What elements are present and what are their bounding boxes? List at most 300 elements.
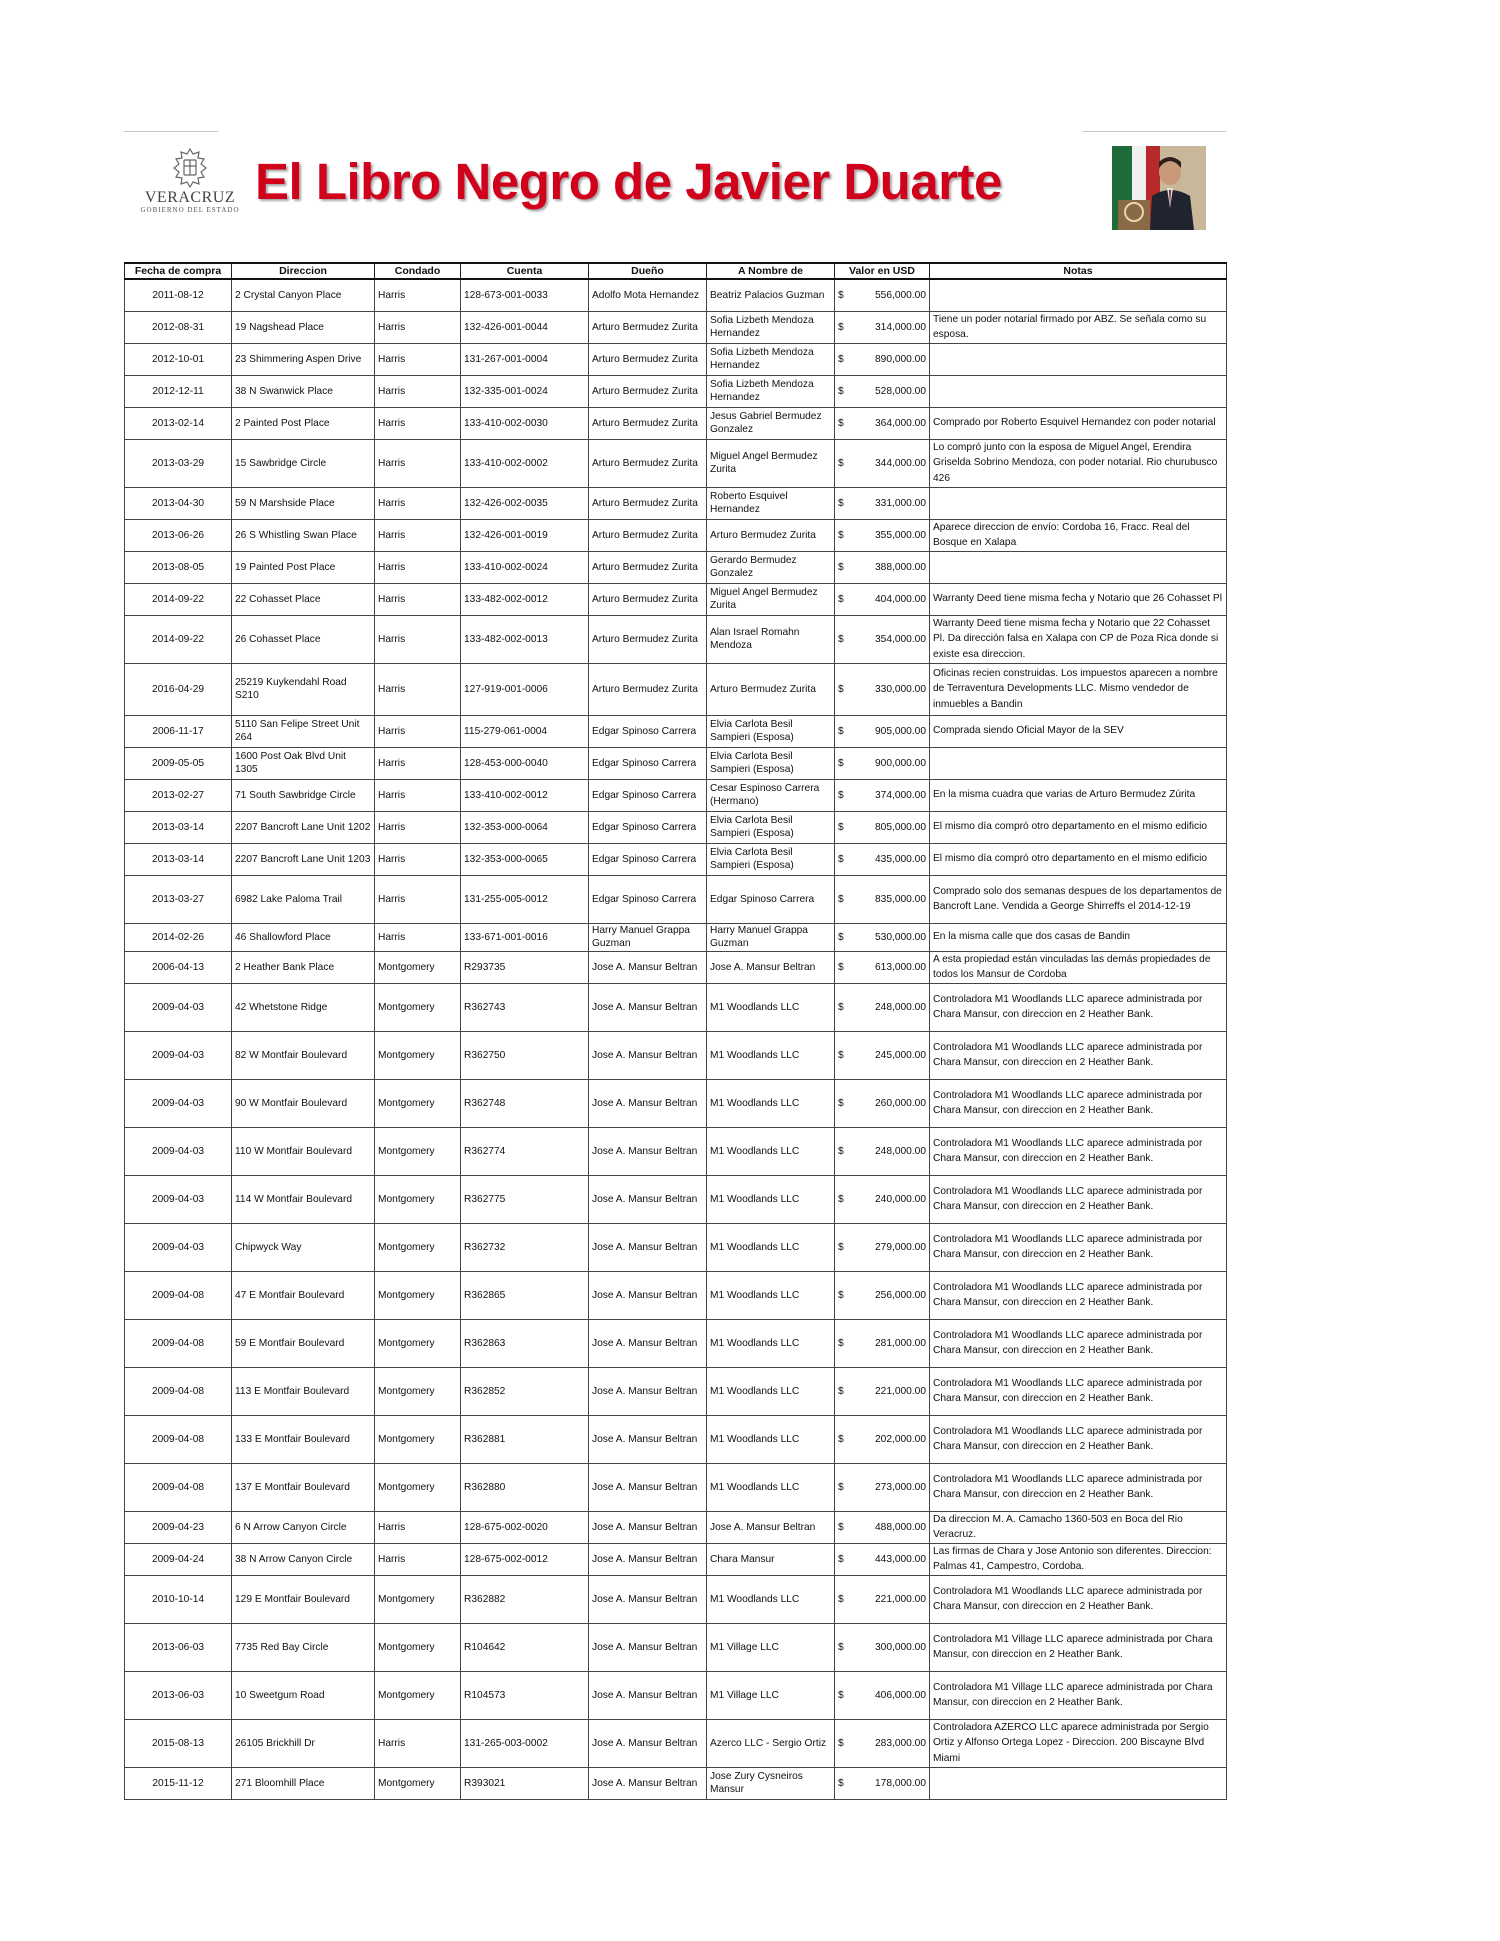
cell-direccion: 59 N Marshside Place bbox=[232, 487, 375, 519]
cell-cuenta: R293735 bbox=[461, 951, 589, 983]
cell-condado: Montgomery bbox=[375, 1079, 461, 1127]
cell-cuenta: 132-426-001-0019 bbox=[461, 519, 589, 551]
cell-cuenta: 128-675-002-0012 bbox=[461, 1543, 589, 1575]
value-amount: 221,000.00 bbox=[875, 1385, 926, 1397]
cell-condado: Harris bbox=[375, 1543, 461, 1575]
cell-notas: Warranty Deed tiene misma fecha y Notario que 22 Cohasset Pl. Da dirección falsa en Xalapa con CP de Poza Rica donde si existe esa direccion. bbox=[930, 615, 1227, 663]
column-header-a-nombre-de: A Nombre de bbox=[707, 263, 835, 279]
cell-condado: Harris bbox=[375, 875, 461, 923]
column-header-dueno: Dueño bbox=[589, 263, 707, 279]
value-amount: 890,000.00 bbox=[875, 353, 926, 365]
cell-a-nombre-de: Roberto Esquivel Hernandez bbox=[707, 487, 835, 519]
cell-fecha: 2010-10-14 bbox=[125, 1575, 232, 1623]
column-header-fecha: Fecha de compra bbox=[125, 263, 232, 279]
cell-cuenta: R362865 bbox=[461, 1271, 589, 1319]
currency-symbol: $ bbox=[838, 757, 844, 769]
cell-fecha: 2006-04-13 bbox=[125, 951, 232, 983]
cell-a-nombre-de: M1 Village LLC bbox=[707, 1623, 835, 1671]
cell-direccion: 113 E Montfair Boulevard bbox=[232, 1367, 375, 1415]
currency-symbol: $ bbox=[838, 633, 844, 645]
cell-notas: Comprado por Roberto Esquivel Hernandez con poder notarial bbox=[930, 407, 1227, 439]
cell-a-nombre-de: M1 Woodlands LLC bbox=[707, 1271, 835, 1319]
cell-valor bbox=[835, 1463, 930, 1511]
cell-notas: Comprada siendo Oficial Mayor de la SEV bbox=[930, 715, 1227, 747]
cell-dueno: Harry Manuel Grappa Guzman bbox=[589, 923, 707, 951]
cell-cuenta: 128-453-000-0040 bbox=[461, 747, 589, 779]
cell-fecha: 2016-04-29 bbox=[125, 663, 232, 715]
cell-cuenta: 131-265-003-0002 bbox=[461, 1719, 589, 1767]
cell-notas: Controladora AZERCO LLC aparece administrada por Sergio Ortiz y Alfonso Ortega Lopez - Direccion. 200 Biscayne Blvd Miami bbox=[930, 1719, 1227, 1767]
cell-a-nombre-de: Harry Manuel Grappa Guzman bbox=[707, 923, 835, 951]
cell-cuenta: R104642 bbox=[461, 1623, 589, 1671]
cell-a-nombre-de: Miguel Angel Bermudez Zurita bbox=[707, 583, 835, 615]
cell-cuenta: 133-410-002-0012 bbox=[461, 779, 589, 811]
cell-notas: Controladora M1 Woodlands LLC aparece administrada por Chara Mansur, con direccion en 2 Heather Bank. bbox=[930, 1415, 1227, 1463]
table-row bbox=[125, 375, 1227, 407]
cell-valor bbox=[835, 1175, 930, 1223]
cell-valor bbox=[835, 487, 930, 519]
cell-condado: Harris bbox=[375, 487, 461, 519]
cell-valor bbox=[835, 1223, 930, 1271]
cell-a-nombre-de: M1 Woodlands LLC bbox=[707, 1415, 835, 1463]
currency-symbol: $ bbox=[838, 893, 844, 905]
cell-valor bbox=[835, 1079, 930, 1127]
value-amount: 374,000.00 bbox=[875, 789, 926, 801]
cell-dueno: Jose A. Mansur Beltran bbox=[589, 1463, 707, 1511]
currency-symbol: $ bbox=[838, 1145, 844, 1157]
cell-direccion: 2 Crystal Canyon Place bbox=[232, 279, 375, 311]
cell-direccion: 38 N Swanwick Place bbox=[232, 375, 375, 407]
table-row bbox=[125, 1575, 1227, 1623]
portrait-photo bbox=[1112, 146, 1206, 230]
value-amount: 435,000.00 bbox=[875, 853, 926, 865]
cell-valor bbox=[835, 1575, 930, 1623]
cell-dueno: Edgar Spinoso Carrera bbox=[589, 779, 707, 811]
cell-condado: Montgomery bbox=[375, 1031, 461, 1079]
cell-dueno: Jose A. Mansur Beltran bbox=[589, 1079, 707, 1127]
value-amount: 443,000.00 bbox=[875, 1553, 926, 1565]
table-row bbox=[125, 1079, 1227, 1127]
cell-condado: Montgomery bbox=[375, 1271, 461, 1319]
value-amount: 805,000.00 bbox=[875, 821, 926, 833]
cell-condado: Harris bbox=[375, 1511, 461, 1543]
cell-dueno: Arturo Bermudez Zurita bbox=[589, 583, 707, 615]
currency-symbol: $ bbox=[838, 789, 844, 801]
veracruz-crest-icon bbox=[168, 146, 212, 190]
cell-direccion: 129 E Montfair Boulevard bbox=[232, 1575, 375, 1623]
cell-fecha: 2014-09-22 bbox=[125, 583, 232, 615]
currency-symbol: $ bbox=[838, 1481, 844, 1493]
cell-direccion: 2 Heather Bank Place bbox=[232, 951, 375, 983]
cell-a-nombre-de: Jose A. Mansur Beltran bbox=[707, 951, 835, 983]
cell-direccion: 38 N Arrow Canyon Circle bbox=[232, 1543, 375, 1575]
cell-cuenta: R362881 bbox=[461, 1415, 589, 1463]
cell-condado: Montgomery bbox=[375, 1415, 461, 1463]
cell-a-nombre-de: Azerco LLC - Sergio Ortiz bbox=[707, 1719, 835, 1767]
cell-direccion: 26 S Whistling Swan Place bbox=[232, 519, 375, 551]
cell-cuenta: R362743 bbox=[461, 983, 589, 1031]
cell-fecha: 2014-02-26 bbox=[125, 923, 232, 951]
cell-direccion: 82 W Montfair Boulevard bbox=[232, 1031, 375, 1079]
cell-a-nombre-de: Miguel Angel Bermudez Zurita bbox=[707, 439, 835, 487]
cell-valor bbox=[835, 1319, 930, 1367]
table-row bbox=[125, 407, 1227, 439]
currency-symbol: $ bbox=[838, 497, 844, 509]
cell-direccion: 137 E Montfair Boulevard bbox=[232, 1463, 375, 1511]
cell-dueno: Jose A. Mansur Beltran bbox=[589, 1127, 707, 1175]
cell-a-nombre-de: Sofia Lizbeth Mendoza Hernandez bbox=[707, 343, 835, 375]
value-amount: 202,000.00 bbox=[875, 1433, 926, 1445]
column-header-condado: Condado bbox=[375, 263, 461, 279]
table-row bbox=[125, 1031, 1227, 1079]
cell-notas: Controladora M1 Woodlands LLC aparece administrada por Chara Mansur, con direccion en 2 Heather Bank. bbox=[930, 1463, 1227, 1511]
table-row bbox=[125, 663, 1227, 715]
cell-a-nombre-de: Jesus Gabriel Bermudez Gonzalez bbox=[707, 407, 835, 439]
cell-notas bbox=[930, 343, 1227, 375]
cell-a-nombre-de: Chara Mansur bbox=[707, 1543, 835, 1575]
table-row bbox=[125, 279, 1227, 311]
cell-dueno: Edgar Spinoso Carrera bbox=[589, 747, 707, 779]
cell-valor bbox=[835, 1415, 930, 1463]
currency-symbol: $ bbox=[838, 1433, 844, 1445]
cell-notas bbox=[930, 375, 1227, 407]
cell-dueno: Jose A. Mansur Beltran bbox=[589, 1543, 707, 1575]
cell-valor bbox=[835, 1127, 930, 1175]
cell-direccion: 1600 Post Oak Blvd Unit 1305 bbox=[232, 747, 375, 779]
cell-a-nombre-de: Sofia Lizbeth Mendoza Hernandez bbox=[707, 375, 835, 407]
cell-condado: Harris bbox=[375, 843, 461, 875]
cell-valor bbox=[835, 407, 930, 439]
cell-condado: Montgomery bbox=[375, 1575, 461, 1623]
cell-valor bbox=[835, 1623, 930, 1671]
value-amount: 330,000.00 bbox=[875, 683, 926, 695]
cell-a-nombre-de: M1 Woodlands LLC bbox=[707, 1575, 835, 1623]
currency-symbol: $ bbox=[838, 961, 844, 973]
cell-valor bbox=[835, 551, 930, 583]
cell-fecha: 2009-04-08 bbox=[125, 1415, 232, 1463]
cell-dueno: Jose A. Mansur Beltran bbox=[589, 983, 707, 1031]
cell-a-nombre-de: M1 Woodlands LLC bbox=[707, 1079, 835, 1127]
value-amount: 273,000.00 bbox=[875, 1481, 926, 1493]
cell-fecha: 2013-03-14 bbox=[125, 811, 232, 843]
cell-a-nombre-de: M1 Woodlands LLC bbox=[707, 1223, 835, 1271]
cell-direccion: 6982 Lake Paloma Trail bbox=[232, 875, 375, 923]
currency-symbol: $ bbox=[838, 1289, 844, 1301]
cell-condado: Montgomery bbox=[375, 951, 461, 983]
cell-fecha: 2015-11-12 bbox=[125, 1767, 232, 1799]
cell-dueno: Jose A. Mansur Beltran bbox=[589, 1767, 707, 1799]
value-amount: 388,000.00 bbox=[875, 561, 926, 573]
table-row bbox=[125, 1175, 1227, 1223]
cell-notas: Da direccion M. A. Camacho 1360-503 en Boca del Rio Veracruz. bbox=[930, 1511, 1227, 1543]
value-amount: 406,000.00 bbox=[875, 1689, 926, 1701]
table-row bbox=[125, 1271, 1227, 1319]
table-row bbox=[125, 1319, 1227, 1367]
value-amount: 300,000.00 bbox=[875, 1641, 926, 1653]
table-row bbox=[125, 715, 1227, 747]
value-amount: 283,000.00 bbox=[875, 1737, 926, 1749]
currency-symbol: $ bbox=[838, 1241, 844, 1253]
value-amount: 240,000.00 bbox=[875, 1193, 926, 1205]
cell-dueno: Jose A. Mansur Beltran bbox=[589, 1671, 707, 1719]
cell-direccion: 5110 San Felipe Street Unit 264 bbox=[232, 715, 375, 747]
table-row bbox=[125, 1543, 1227, 1575]
cell-direccion: 71 South Sawbridge Circle bbox=[232, 779, 375, 811]
cell-notas: Warranty Deed tiene misma fecha y Notario que 26 Cohasset Pl bbox=[930, 583, 1227, 615]
cell-cuenta: 133-410-002-0024 bbox=[461, 551, 589, 583]
cell-a-nombre-de: Elvia Carlota Besil Sampieri (Esposa) bbox=[707, 843, 835, 875]
cell-valor bbox=[835, 747, 930, 779]
cell-a-nombre-de: Gerardo Bermudez Gonzalez bbox=[707, 551, 835, 583]
cell-a-nombre-de: M1 Woodlands LLC bbox=[707, 1463, 835, 1511]
table-row bbox=[125, 1415, 1227, 1463]
table-row bbox=[125, 1719, 1227, 1767]
currency-symbol: $ bbox=[838, 1593, 844, 1605]
cell-direccion: 15 Sawbridge Circle bbox=[232, 439, 375, 487]
cell-direccion: 59 E Montfair Boulevard bbox=[232, 1319, 375, 1367]
value-amount: 355,000.00 bbox=[875, 529, 926, 541]
cell-cuenta: 131-255-005-0012 bbox=[461, 875, 589, 923]
cell-notas: En la misma calle que dos casas de Bandin bbox=[930, 923, 1227, 951]
cell-notas: Comprado solo dos semanas despues de los departamentos de Bancroft Lane. Vendida a George Shirreffs el 2014-12-19 bbox=[930, 875, 1227, 923]
cell-a-nombre-de: Elvia Carlota Besil Sampieri (Esposa) bbox=[707, 811, 835, 843]
currency-symbol: $ bbox=[838, 1193, 844, 1205]
table-row bbox=[125, 487, 1227, 519]
cell-notas: Controladora M1 Woodlands LLC aparece administrada por Chara Mansur, con direccion en 2 Heather Bank. bbox=[930, 1127, 1227, 1175]
cell-cuenta: 133-671-001-0016 bbox=[461, 923, 589, 951]
cell-cuenta: R362852 bbox=[461, 1367, 589, 1415]
table-row bbox=[125, 1767, 1227, 1799]
cell-valor bbox=[835, 811, 930, 843]
cell-valor bbox=[835, 583, 930, 615]
table-row bbox=[125, 1671, 1227, 1719]
table-row bbox=[125, 551, 1227, 583]
cell-condado: Harris bbox=[375, 923, 461, 951]
cell-dueno: Arturo Bermudez Zurita bbox=[589, 375, 707, 407]
cell-cuenta: 132-353-000-0065 bbox=[461, 843, 589, 875]
cell-fecha: 2013-02-14 bbox=[125, 407, 232, 439]
cell-dueno: Arturo Bermudez Zurita bbox=[589, 407, 707, 439]
cell-notas: Tiene un poder notarial firmado por ABZ. Se señala como su esposa. bbox=[930, 311, 1227, 343]
cell-cuenta: 115-279-061-0004 bbox=[461, 715, 589, 747]
cell-dueno: Arturo Bermudez Zurita bbox=[589, 551, 707, 583]
cell-dueno: Arturo Bermudez Zurita bbox=[589, 663, 707, 715]
cell-direccion: 7735 Red Bay Circle bbox=[232, 1623, 375, 1671]
table-row bbox=[125, 583, 1227, 615]
cell-condado: Montgomery bbox=[375, 1175, 461, 1223]
cell-condado: Montgomery bbox=[375, 1767, 461, 1799]
value-amount: 488,000.00 bbox=[875, 1521, 926, 1533]
cell-fecha: 2009-04-03 bbox=[125, 1079, 232, 1127]
cell-a-nombre-de: Edgar Spinoso Carrera bbox=[707, 875, 835, 923]
table-row bbox=[125, 1367, 1227, 1415]
cell-notas: Controladora M1 Woodlands LLC aparece administrada por Chara Mansur, con direccion en 2 Heather Bank. bbox=[930, 1271, 1227, 1319]
cell-a-nombre-de: Beatriz Palacios Guzman bbox=[707, 279, 835, 311]
currency-symbol: $ bbox=[838, 417, 844, 429]
cell-valor bbox=[835, 663, 930, 715]
cell-condado: Harris bbox=[375, 663, 461, 715]
cell-condado: Montgomery bbox=[375, 1367, 461, 1415]
cell-direccion: 47 E Montfair Boulevard bbox=[232, 1271, 375, 1319]
cell-notas: Controladora M1 Woodlands LLC aparece administrada por Chara Mansur, con direccion en 2 Heather Bank. bbox=[930, 1175, 1227, 1223]
cell-dueno: Jose A. Mansur Beltran bbox=[589, 1415, 707, 1463]
currency-symbol: $ bbox=[838, 561, 844, 573]
value-amount: 279,000.00 bbox=[875, 1241, 926, 1253]
cell-dueno: Jose A. Mansur Beltran bbox=[589, 1271, 707, 1319]
cell-valor bbox=[835, 311, 930, 343]
cell-condado: Harris bbox=[375, 811, 461, 843]
cell-fecha: 2013-06-03 bbox=[125, 1671, 232, 1719]
cell-direccion: Chipwyck Way bbox=[232, 1223, 375, 1271]
cell-cuenta: 133-482-002-0012 bbox=[461, 583, 589, 615]
cell-dueno: Edgar Spinoso Carrera bbox=[589, 843, 707, 875]
currency-symbol: $ bbox=[838, 321, 844, 333]
value-amount: 364,000.00 bbox=[875, 417, 926, 429]
cell-condado: Harris bbox=[375, 747, 461, 779]
table-row bbox=[125, 951, 1227, 983]
cell-fecha: 2012-08-31 bbox=[125, 311, 232, 343]
cell-notas: Controladora M1 Woodlands LLC aparece administrada por Chara Mansur, con direccion en 2 Heather Bank. bbox=[930, 1575, 1227, 1623]
cell-direccion: 2207 Bancroft Lane Unit 1202 bbox=[232, 811, 375, 843]
value-amount: 221,000.00 bbox=[875, 1593, 926, 1605]
currency-symbol: $ bbox=[838, 529, 844, 541]
cell-condado: Harris bbox=[375, 715, 461, 747]
cell-cuenta: 128-675-002-0020 bbox=[461, 1511, 589, 1543]
cell-fecha: 2009-04-03 bbox=[125, 1031, 232, 1079]
cell-cuenta: 131-267-001-0004 bbox=[461, 343, 589, 375]
cell-valor bbox=[835, 615, 930, 663]
logo-subtitle: GOBIERNO DEL ESTADO bbox=[140, 206, 240, 214]
cell-a-nombre-de: M1 Woodlands LLC bbox=[707, 1031, 835, 1079]
cell-valor bbox=[835, 1367, 930, 1415]
cell-notas: Controladora M1 Woodlands LLC aparece administrada por Chara Mansur, con direccion en 2 Heather Bank. bbox=[930, 1079, 1227, 1127]
logo-name: VERACRUZ bbox=[144, 189, 236, 206]
cell-direccion: 2207 Bancroft Lane Unit 1203 bbox=[232, 843, 375, 875]
cell-direccion: 26105 Brickhill Dr bbox=[232, 1719, 375, 1767]
cell-cuenta: R362863 bbox=[461, 1319, 589, 1367]
cell-notas: A esta propiedad están vinculadas las demás propiedades de todos los Mansur de Cordoba bbox=[930, 951, 1227, 983]
value-amount: 613,000.00 bbox=[875, 961, 926, 973]
cell-cuenta: 132-426-002-0035 bbox=[461, 487, 589, 519]
cell-cuenta: R362748 bbox=[461, 1079, 589, 1127]
table-row bbox=[125, 439, 1227, 487]
cell-notas bbox=[930, 551, 1227, 583]
cell-dueno: Arturo Bermudez Zurita bbox=[589, 487, 707, 519]
cell-a-nombre-de: M1 Village LLC bbox=[707, 1671, 835, 1719]
cell-condado: Harris bbox=[375, 439, 461, 487]
cell-direccion: 46 Shallowford Place bbox=[232, 923, 375, 951]
cell-condado: Harris bbox=[375, 551, 461, 583]
cell-condado: Harris bbox=[375, 375, 461, 407]
cell-condado: Harris bbox=[375, 343, 461, 375]
cell-direccion: 26 Cohasset Place bbox=[232, 615, 375, 663]
column-header-valor: Valor en USD bbox=[835, 263, 930, 279]
currency-symbol: $ bbox=[838, 593, 844, 605]
cell-fecha: 2013-03-27 bbox=[125, 875, 232, 923]
veracruz-logo bbox=[136, 146, 244, 226]
table-row bbox=[125, 1511, 1227, 1543]
cell-a-nombre-de: Jose A. Mansur Beltran bbox=[707, 1511, 835, 1543]
cell-a-nombre-de: Cesar Espinoso Carrera (Hermano) bbox=[707, 779, 835, 811]
cell-direccion: 6 N Arrow Canyon Circle bbox=[232, 1511, 375, 1543]
currency-symbol: $ bbox=[838, 289, 844, 301]
cell-cuenta: 133-482-002-0013 bbox=[461, 615, 589, 663]
cell-dueno: Jose A. Mansur Beltran bbox=[589, 1031, 707, 1079]
cell-cuenta: 132-426-001-0044 bbox=[461, 311, 589, 343]
cell-notas: Controladora M1 Village LLC aparece administrada por Chara Mansur, con direccion en 2 Heather Bank. bbox=[930, 1623, 1227, 1671]
cell-fecha: 2006-11-17 bbox=[125, 715, 232, 747]
cell-notas: Oficinas recien construidas. Los impuestos aparecen a nombre de Terraventura Developments LLC. Mismo vendedor de inmuebles a Bandin bbox=[930, 663, 1227, 715]
cell-valor bbox=[835, 1031, 930, 1079]
cell-a-nombre-de: M1 Woodlands LLC bbox=[707, 1127, 835, 1175]
cell-fecha: 2013-02-27 bbox=[125, 779, 232, 811]
cell-condado: Montgomery bbox=[375, 1223, 461, 1271]
table-row bbox=[125, 343, 1227, 375]
value-amount: 344,000.00 bbox=[875, 457, 926, 469]
cell-notas bbox=[930, 487, 1227, 519]
cell-cuenta: R362775 bbox=[461, 1175, 589, 1223]
cell-notas: Controladora M1 Woodlands LLC aparece administrada por Chara Mansur, con direccion en 2 Heather Bank. bbox=[930, 1223, 1227, 1271]
cell-condado: Harris bbox=[375, 1719, 461, 1767]
cell-notas: Lo compró junto con la esposa de Miguel Angel, Erendira Griselda Sobrino Mendoza, con poder notarial. Rio churubusco 426 bbox=[930, 439, 1227, 487]
cell-cuenta: R362774 bbox=[461, 1127, 589, 1175]
cell-notas: En la misma cuadra que varias de Arturo Bermudez Zúrita bbox=[930, 779, 1227, 811]
currency-symbol: $ bbox=[838, 1001, 844, 1013]
cell-direccion: 271 Bloomhill Place bbox=[232, 1767, 375, 1799]
page-title: El Libro Negro de Javier Duarte bbox=[255, 153, 1002, 210]
cell-notas: Controladora M1 Village LLC aparece administrada por Chara Mansur, con direccion en 2 Heather Bank. bbox=[930, 1671, 1227, 1719]
currency-symbol: $ bbox=[838, 1641, 844, 1653]
cell-cuenta: R362880 bbox=[461, 1463, 589, 1511]
table-header-row bbox=[125, 263, 1227, 279]
header-rule-right bbox=[1082, 131, 1226, 132]
table-row bbox=[125, 519, 1227, 551]
cell-fecha: 2013-08-05 bbox=[125, 551, 232, 583]
cell-notas: Las firmas de Chara y Jose Antonio son diferentes. Direccion: Palmas 41, Campestro, Cordoba. bbox=[930, 1543, 1227, 1575]
value-amount: 256,000.00 bbox=[875, 1289, 926, 1301]
cell-cuenta: 132-335-001-0024 bbox=[461, 375, 589, 407]
value-amount: 556,000.00 bbox=[875, 289, 926, 301]
cell-a-nombre-de: Elvia Carlota Besil Sampieri (Esposa) bbox=[707, 715, 835, 747]
cell-direccion: 110 W Montfair Boulevard bbox=[232, 1127, 375, 1175]
currency-symbol: $ bbox=[838, 821, 844, 833]
cell-direccion: 90 W Montfair Boulevard bbox=[232, 1079, 375, 1127]
cell-dueno: Jose A. Mansur Beltran bbox=[589, 1175, 707, 1223]
currency-symbol: $ bbox=[838, 683, 844, 695]
cell-fecha: 2014-09-22 bbox=[125, 615, 232, 663]
cell-cuenta: R362750 bbox=[461, 1031, 589, 1079]
cell-direccion: 114 W Montfair Boulevard bbox=[232, 1175, 375, 1223]
currency-symbol: $ bbox=[838, 1097, 844, 1109]
table-row bbox=[125, 1463, 1227, 1511]
table-row bbox=[125, 843, 1227, 875]
currency-symbol: $ bbox=[838, 1337, 844, 1349]
cell-fecha: 2012-12-11 bbox=[125, 375, 232, 407]
cell-fecha: 2013-04-30 bbox=[125, 487, 232, 519]
cell-dueno: Arturo Bermudez Zurita bbox=[589, 519, 707, 551]
cell-notas: Aparece direccion de envío: Cordoba 16, Fracc. Real del Bosque en Xalapa bbox=[930, 519, 1227, 551]
cell-condado: Montgomery bbox=[375, 983, 461, 1031]
value-amount: 178,000.00 bbox=[875, 1777, 926, 1789]
currency-symbol: $ bbox=[838, 1737, 844, 1749]
cell-direccion: 10 Sweetgum Road bbox=[232, 1671, 375, 1719]
cell-fecha: 2009-04-23 bbox=[125, 1511, 232, 1543]
cell-dueno: Arturo Bermudez Zurita bbox=[589, 439, 707, 487]
cell-notas: Controladora M1 Woodlands LLC aparece administrada por Chara Mansur, con direccion en 2 Heather Bank. bbox=[930, 1319, 1227, 1367]
cell-direccion: 2 Painted Post Place bbox=[232, 407, 375, 439]
cell-dueno: Edgar Spinoso Carrera bbox=[589, 875, 707, 923]
cell-dueno: Jose A. Mansur Beltran bbox=[589, 1575, 707, 1623]
